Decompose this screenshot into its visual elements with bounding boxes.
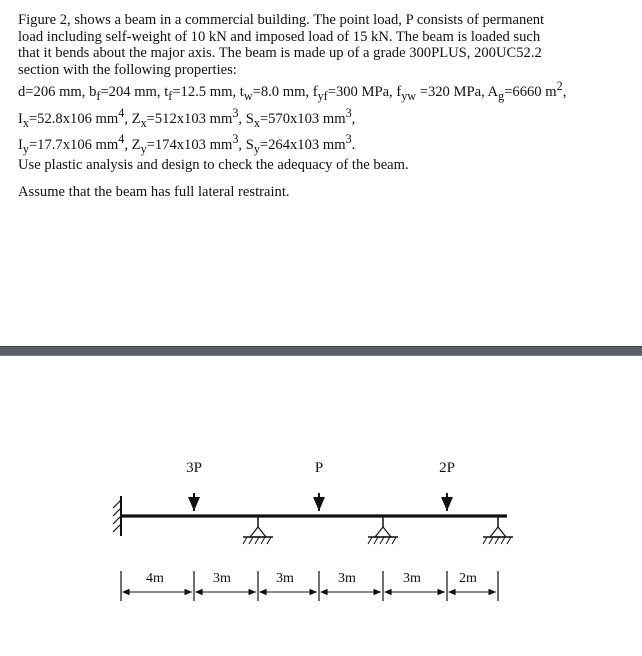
dimension-ticks <box>121 571 498 601</box>
span-label: 3m <box>276 571 294 586</box>
svg-text:P: P <box>314 460 324 476</box>
pin-support-1 <box>243 517 273 544</box>
load-2P <box>439 460 455 511</box>
load-P <box>315 460 323 511</box>
properties-line-2: $I_x=52.8x106$ $mm^4$, $Z_x=512x103$ $mm^3$, $S_x=570x103$ $mm^3$, <box>18 105 356 130</box>
assumption-line: Assume that the beam has full lateral restraint. <box>18 184 290 201</box>
problem-statement <box>18 12 630 201</box>
span-label: 4m <box>146 571 164 586</box>
beam-diagram <box>0 356 642 656</box>
problem-line: section with the following properties: <box>18 61 237 78</box>
pin-support-3 <box>483 517 513 544</box>
span-label: 3m <box>338 571 356 586</box>
svg-text:2P: 2P <box>439 460 455 476</box>
properties-line-3: $I_y=17.7x106$ $mm^4$, $Z_y=174x103$ $mm^3$, $S_y=264x103$ $mm^3$. <box>18 132 356 156</box>
problem-line: that it bends about the major axis. The beam is made up of a grade 300PLUS, 200UC52.2 <box>18 45 542 62</box>
separator-bar <box>0 346 642 356</box>
task-line: Use plastic analysis and design to check the adequacy of the beam. <box>18 157 409 174</box>
load-3P <box>186 460 202 511</box>
span-label: 3m <box>403 571 421 586</box>
span-label: 2m <box>459 571 477 586</box>
pin-support-2 <box>368 517 398 544</box>
fixed-support <box>113 496 121 536</box>
span-label: 3m <box>213 571 231 586</box>
problem-line: Figure 2, shows a beam in a commercial building. The point load, P consists of permanent <box>18 12 545 28</box>
problem-line: load including self-weight of 10 kN and imposed load of 15 kN. The beam is loaded such <box>18 28 541 45</box>
properties-line-1: d=206 mm, $b_f=204$ mm, $t_f=12.5$ mm, $t_w=8.0$ mm, $f_{yf}=300$ MPa, $f_{yw} =320$ MPa, $A_g=6660$ $m^2$, <box>18 79 567 104</box>
svg-text:3P: 3P <box>186 460 202 476</box>
